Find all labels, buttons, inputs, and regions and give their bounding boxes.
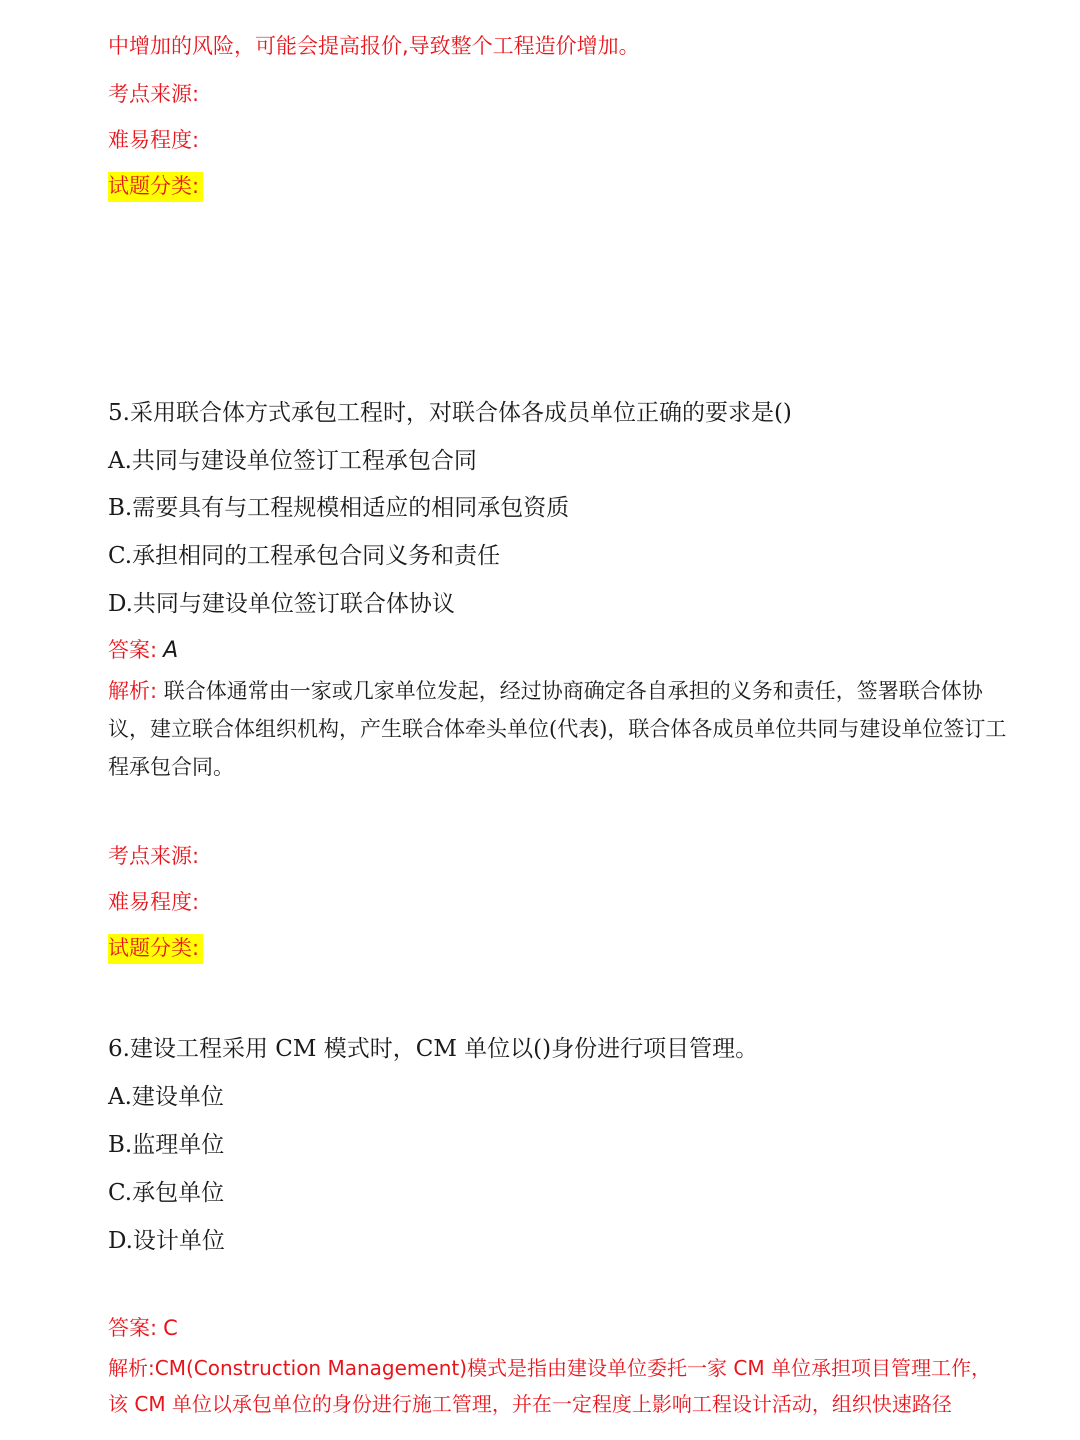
q5-answer-value: A xyxy=(163,638,179,663)
q6-option-b: B.监理单位 xyxy=(108,1132,225,1158)
continuation-text: 中增加的风险，可能会提高报价,导致整个工程造价增加。 xyxy=(108,34,640,58)
q5-source-label: 考点来源: xyxy=(108,844,200,868)
q5-category-highlight: 试题分类: xyxy=(108,934,203,964)
category-label xyxy=(108,170,203,200)
category-highlight: 试题分类: xyxy=(108,172,203,202)
q5-question: 5.采用联合体方式承包工程时，对联合体各成员单位正确的要求是() xyxy=(108,400,792,426)
q5-analysis-label: 解析: xyxy=(108,679,158,703)
q5-answer xyxy=(108,634,178,664)
q6-answer-label: 答案: xyxy=(108,1316,158,1340)
q5-category-label xyxy=(108,932,203,962)
q5-option-d: D.共同与建设单位签订联合体协议 xyxy=(108,591,455,617)
q6-question: 6.建设工程采用 CM 模式时，CM 单位以()身份进行项目管理。 xyxy=(108,1036,759,1062)
q6-answer-value: C xyxy=(163,1316,178,1340)
q5-option-a: A.共同与建设单位签订工程承包合同 xyxy=(108,448,477,474)
q5-analysis xyxy=(108,672,1008,786)
q5-analysis-text: 联合体通常由一家或几家单位发起，经过协商确定各自承担的义务和责任，签署联合体协议，建立联合体组织机构，产生联合体牵头单位(代表)，联合体各成员单位共同与建设单位签订工程承包合同。 xyxy=(108,679,1007,779)
q6-option-a: A.建设单位 xyxy=(108,1084,224,1110)
q6-option-c: C.承包单位 xyxy=(108,1180,225,1206)
q5-difficulty-label: 难易程度: xyxy=(108,890,200,914)
q5-option-b: B.需要具有与工程规模相适应的相同承包资质 xyxy=(108,495,570,521)
source-label: 考点来源: xyxy=(108,82,200,106)
q5-option-c: C.承担相同的工程承包合同义务和责任 xyxy=(108,543,501,569)
q6-answer xyxy=(108,1312,178,1342)
q6-analysis: 解析:CM(Construction Management)模式是指由建设单位委托一家 CM 单位承担项目管理工作，该 CM 单位以承包单位的身份进行施工管理，并在一定程度上影响工程设计活动，组织快速路径 xyxy=(108,1356,991,1416)
difficulty-label: 难易程度: xyxy=(108,128,200,152)
q5-answer-label: 答案: xyxy=(108,638,158,662)
q6-option-d: D.设计单位 xyxy=(108,1228,225,1254)
